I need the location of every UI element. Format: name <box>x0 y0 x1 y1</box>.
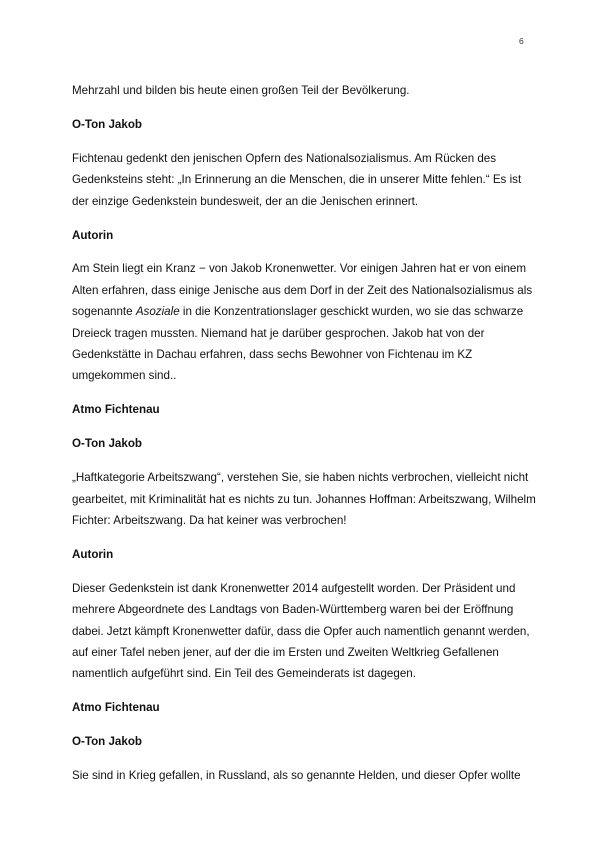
text-line: auf einer Tafel neben jener, auf der die im Ersten und Zweiten Weltkrieg Gefallenen <box>72 646 499 660</box>
speaker-heading-atmo-fichtenau: Atmo Fichtenau <box>72 701 160 715</box>
paragraph-kranz <box>72 258 532 386</box>
speaker-heading-atmo-fichtenau: Atmo Fichtenau <box>72 403 160 417</box>
text-line: umgekommen sind.. <box>72 369 177 383</box>
text-line: Fichter: Arbeitszwang. Da hat keiner was verbrochen! <box>72 514 347 527</box>
document-body <box>72 80 536 787</box>
text-line: „Haftkategorie Arbeitszwang“, verstehen Sie, sie haben nichts verbrochen, vielleicht nicht <box>72 471 529 485</box>
text-line: Gedenkstätte in Dachau erfahren, dass sechs Bewohner von Fichtenau im KZ <box>72 348 473 362</box>
text-line <box>72 301 532 322</box>
paragraph-haftkategorie <box>72 467 536 531</box>
italic-term: Asoziale <box>135 305 180 319</box>
speaker-heading-o-ton-jakob: O-Ton Jakob <box>72 735 142 749</box>
text-line: Gedenksteins steht: „In Erinnerung an die Menschen, die in unserer Mitte fehlen.“ Es ist <box>72 173 522 187</box>
text-line: Fichtenau gedenkt den jenischen Opfern des Nationalsozialismus. Am Rücken des <box>72 151 497 165</box>
text-line: namentlich aufgeführt sind. Ein Teil des Gemeinderats ist dagegen. <box>72 667 416 681</box>
speaker-heading-o-ton-jakob: O-Ton Jakob <box>72 117 142 131</box>
text-segment: sogenannte <box>72 305 136 319</box>
text-line: der einzige Gedenkstein bundesweit, der an die Jenischen erinnert. <box>72 194 419 208</box>
text-line: Am Stein liegt ein Kranz − von Jakob Kronenwetter. Vor einigen Jahren hat er von einem <box>72 262 527 276</box>
text-line: dabei. Jetzt kämpft Kronenwetter dafür, dass die Opfer auch namentlich genannt werden, <box>72 624 530 638</box>
text-line: Alten erfahren, dass einige Jenische aus dem Dorf in der Zeit des Nationalsozialismus als <box>72 283 533 297</box>
speaker-heading-autorin: Autorin <box>72 228 114 242</box>
speaker-heading-o-ton-jakob: O-Ton Jakob <box>72 437 142 451</box>
paragraph-krieg <box>72 765 532 786</box>
text-line: Dieser Gedenkstein ist dank Kronenwetter 2014 aufgestellt worden. Der Präsident und <box>72 581 516 595</box>
paragraph-gedenkstein-2014 <box>72 578 532 685</box>
text-line: Sie sind in Krieg gefallen, in Russland, als so genannte Helden, und dieser Opfer wollte <box>72 769 521 783</box>
text-line: Dreieck tragen mussten. Niemand hat je darüber gesprochen. Jakob hat von der <box>72 326 485 340</box>
paragraph-intro <box>72 80 532 101</box>
text-line: mehrere Abgeordnete des Landtags von Baden-Württemberg waren bei der Eröffnung <box>72 603 514 617</box>
paragraph-gedenkstein <box>72 148 532 212</box>
page-number: 6 <box>519 36 524 46</box>
text-line: Mehrzahl und bilden bis heute einen großen Teil der Bevölkerung. <box>72 84 410 97</box>
text-line: gearbeitet, mit Kriminalität hat es nichts zu tun. Johannes Hoffman: Arbeitszwang, Wilhelm <box>72 492 536 506</box>
speaker-heading-autorin: Autorin <box>72 547 114 561</box>
text-segment: in die Konzentrationslager geschickt wurden, wo sie das schwarze <box>179 305 524 319</box>
